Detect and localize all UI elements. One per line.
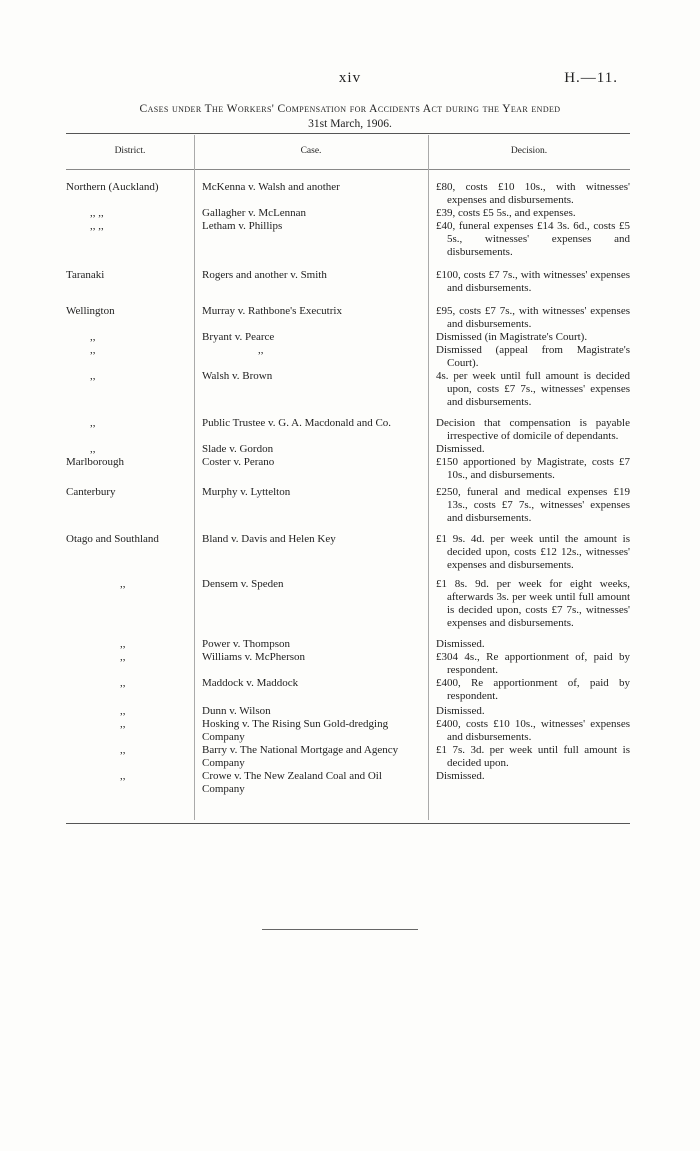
district-text: ,, [120, 651, 126, 663]
case-text: Maddock v. Maddock [202, 677, 299, 689]
decision-cell [428, 220, 630, 259]
district-cell [66, 305, 194, 331]
case-cell [194, 705, 428, 718]
decision-cell [428, 770, 630, 796]
district-cell [66, 744, 194, 770]
decision-cell [428, 638, 630, 651]
decision-text: £100, costs £7 7s., with witnesses' expenses and disbursements. [436, 269, 630, 294]
case-text: Slade v. Gordon [202, 443, 274, 455]
decision-cell [428, 331, 630, 344]
table-row [66, 207, 630, 220]
district-cell [66, 344, 194, 370]
district-cell [66, 705, 194, 718]
case-cell [194, 651, 428, 677]
district-cell [66, 486, 194, 525]
case-text: Murphy v. Lyttelton [202, 486, 291, 498]
page-number: xiv [338, 70, 362, 86]
table-row [66, 486, 630, 525]
case-text: Murray v. Rathbone's Executrix [202, 305, 342, 317]
district-text: ,, [90, 331, 96, 343]
district-text: ,, [120, 718, 126, 730]
district-cell [66, 456, 194, 482]
decision-cell [428, 370, 630, 409]
decision-text: £80, costs £10 10s., with witnesses' expenses and disbursements. [436, 181, 630, 206]
decision-cell [428, 705, 630, 718]
table-row [66, 705, 630, 718]
table-row [66, 305, 630, 331]
table-row [66, 677, 630, 703]
district-cell [66, 443, 194, 456]
decision-text: Dismissed. [436, 705, 485, 717]
case-cell [194, 770, 428, 796]
district-text: ,, [90, 417, 96, 429]
table-row [66, 331, 630, 344]
case-cell [194, 638, 428, 651]
district-text: Marlborough [66, 456, 125, 468]
district-cell [66, 770, 194, 796]
decision-text: Dismissed (in Magistrate's Court). [436, 331, 588, 343]
case-text: Bland v. Davis and Helen Key [202, 533, 336, 545]
case-text: Williams v. McPherson [202, 651, 306, 663]
decision-text: £400, costs £10 10s., witnesses' expenses and disbursements. [436, 718, 630, 743]
case-text: Power v. Thompson [202, 638, 290, 650]
decision-text: £304 4s., Re apportionment of, paid by respondent. [436, 651, 630, 676]
decision-cell [428, 744, 630, 770]
table-row [66, 443, 630, 456]
district-cell [66, 651, 194, 677]
case-text: Public Trustee v. G. A. Macdonald and Co. [202, 417, 392, 429]
case-text: Dunn v. Wilson [202, 705, 271, 717]
decision-cell [428, 181, 630, 207]
district-cell [66, 578, 194, 630]
decision-cell [428, 486, 630, 525]
district-cell [66, 677, 194, 703]
district-text: ,, [120, 638, 126, 650]
district-cell [66, 718, 194, 744]
decision-cell [428, 677, 630, 703]
decision-text: £39, costs £5 5s., and expenses. [436, 207, 576, 219]
table-row [66, 638, 630, 651]
table-row [66, 744, 630, 770]
decision-cell [428, 417, 630, 443]
district-cell [66, 638, 194, 651]
table-row [66, 718, 630, 744]
case-cell [194, 305, 428, 331]
decision-text: £150 apportioned by Magistrate, costs £7 10s., and disbursements. [436, 456, 630, 481]
case-text: Crowe v. The New Zealand Coal and Oil Company [202, 770, 382, 795]
decision-cell [428, 651, 630, 677]
decision-text: £1 7s. 3d. per week until full amount is decided upon. [436, 744, 630, 769]
district-cell [66, 220, 194, 259]
case-text: Barry v. The National Mortgage and Agency Company [202, 744, 399, 769]
district-text: ,, [120, 705, 126, 717]
table-body [66, 181, 630, 796]
table-row [66, 651, 630, 677]
case-text: McKenna v. Walsh and another [202, 181, 340, 193]
district-text: ,, [90, 344, 96, 356]
case-cell [194, 344, 428, 370]
table-row [66, 269, 630, 295]
decision-text: £95, costs £7 7s., with witnesses' expenses and disbursements. [436, 305, 630, 330]
table-row [66, 770, 630, 796]
decision-text: Dismissed. [436, 443, 485, 455]
district-cell [66, 207, 194, 220]
decision-text: £250, funeral and medical expenses £19 13s., costs £7 7s., witnesses' expenses and disbursements. [436, 486, 630, 524]
district-text: ,, [120, 578, 126, 590]
table-row [66, 578, 630, 630]
district-text: ,, [90, 370, 96, 382]
table-title [60, 102, 640, 132]
page-reference: H.—11. [564, 70, 618, 86]
district-cell [66, 417, 194, 443]
case-cell [194, 443, 428, 456]
district-text: ,, ,, [90, 220, 104, 232]
decision-text: 4s. per week until full amount is decided upon, costs £7 7s., witnesses' expenses and disbursements. [436, 370, 630, 408]
district-cell [66, 370, 194, 409]
case-text: Densem v. Speden [202, 578, 284, 590]
case-cell [194, 331, 428, 344]
decision-cell [428, 533, 630, 572]
district-text: ,, [120, 744, 126, 756]
case-cell [194, 744, 428, 770]
case-cell [194, 578, 428, 630]
case-text: Hosking v. The Rising Sun Gold-dredging Company [202, 718, 389, 743]
header-decision: Decision. [510, 146, 548, 156]
case-cell [194, 370, 428, 409]
decision-text: Dismissed. [436, 770, 485, 782]
table-row [66, 417, 630, 443]
case-text: Rogers and another v. Smith [202, 269, 327, 281]
district-text: Canterbury [66, 486, 116, 498]
decision-cell [428, 578, 630, 630]
table-row [66, 220, 630, 259]
case-cell [194, 417, 428, 443]
district-text: ,, [120, 677, 126, 689]
header-district: District. [114, 146, 146, 156]
district-cell [66, 331, 194, 344]
case-text: Gallagher v. McLennan [202, 207, 307, 219]
table-row [66, 533, 630, 572]
decision-cell [428, 718, 630, 744]
decision-cell [428, 443, 630, 456]
table-row [66, 370, 630, 409]
decision-text: £40, funeral expenses £14 3s. 6d., costs £5 5s., witnesses' expenses and disbursements. [436, 220, 630, 258]
case-cell [194, 456, 428, 482]
decision-text: £1 9s. 4d. per week until the amount is decided upon, costs £12 12s., witnesses' expenses and disbursements. [436, 533, 630, 571]
case-text: Walsh v. Brown [202, 370, 273, 382]
district-cell [66, 181, 194, 207]
case-cell [194, 677, 428, 703]
case-text: ,, [258, 344, 264, 356]
decision-text: £1 8s. 9d. per week for eight weeks, afterwards 3s. per week until full amount is decided upon, costs £7 7s., witnesses' expenses and disbursements. [436, 578, 630, 629]
case-cell [194, 533, 428, 572]
district-text: Taranaki [66, 269, 105, 281]
decision-cell [428, 207, 630, 220]
district-cell [66, 533, 194, 572]
district-cell [66, 269, 194, 295]
decision-cell [428, 305, 630, 331]
table-title-line2: 31st March, 1906. [308, 118, 392, 130]
district-text: Northern (Auckland) [66, 181, 159, 193]
case-cell [194, 269, 428, 295]
case-cell [194, 181, 428, 207]
header-case: Case. [300, 146, 322, 156]
case-text: Coster v. Perano [202, 456, 275, 468]
decision-text: Dismissed (appeal from Magistrate's Court). [436, 344, 630, 369]
table-row [66, 181, 630, 207]
decision-text: £400, Re apportionment of, paid by respondent. [436, 677, 630, 702]
table-title-line1: Cases under The Workers' Compensation for Accidents Act during the Year ended [139, 103, 561, 115]
case-cell [194, 486, 428, 525]
decision-cell [428, 344, 630, 370]
table-bottom-rule [66, 823, 630, 824]
case-text: Letham v. Phillips [202, 220, 283, 232]
district-text: ,, [120, 770, 126, 782]
decision-text: Decision that compensation is payable irrespective of domicile of dependants. [436, 417, 630, 442]
table-header-rule [66, 169, 630, 170]
table-row [66, 456, 630, 482]
case-text: Bryant v. Pearce [202, 331, 275, 343]
table-row [66, 344, 630, 370]
footer-rule [262, 929, 418, 930]
decision-cell [428, 269, 630, 295]
district-text: Otago and Southland [66, 533, 159, 545]
case-cell [194, 220, 428, 259]
table-top-rule [66, 133, 630, 134]
case-cell [194, 207, 428, 220]
district-text: ,, ,, [90, 207, 104, 219]
decision-text: Dismissed. [436, 638, 485, 650]
case-cell [194, 718, 428, 744]
decision-cell [428, 456, 630, 482]
district-text: ,, [90, 443, 96, 455]
district-text: Wellington [66, 305, 115, 317]
